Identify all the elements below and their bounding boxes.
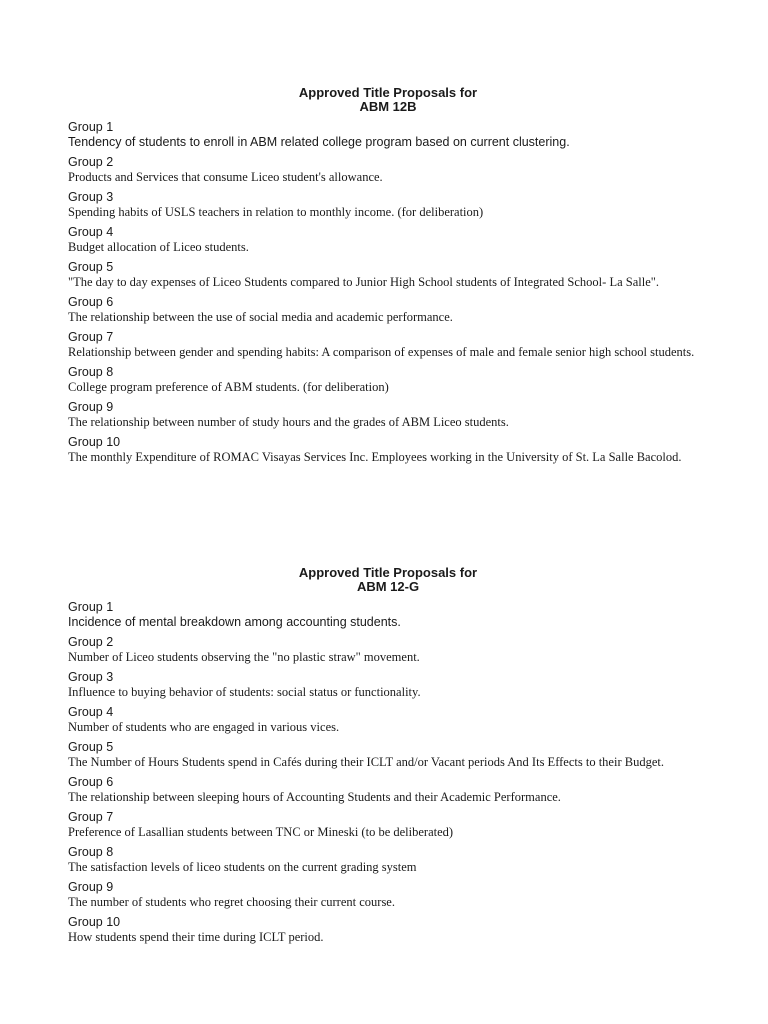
group-entry [68, 775, 708, 805]
group-title-text: Number of students who are engaged in various vices. [68, 720, 340, 734]
group-entry [68, 880, 708, 910]
group-label: Group 9 [68, 400, 114, 414]
group-entry [68, 635, 708, 665]
group-entry [68, 740, 708, 770]
group-title-text: The monthly Expenditure of ROMAC Visayas Services Inc. Employees working in the University of St. La Salle Bacolod. [68, 450, 682, 464]
group-label: Group 1 [68, 120, 114, 134]
group-label: Group 10 [68, 915, 121, 929]
group-entry [68, 600, 708, 630]
group-title-text: The relationship between number of study hours and the grades of ABM Liceo students. [68, 415, 509, 429]
group-entry [68, 225, 708, 255]
section-title-line-1: Approved Title Proposals for [298, 565, 478, 580]
section-title [68, 86, 708, 114]
group-title-text: The Number of Hours Students spend in Cafés during their ICLT and/or Vacant periods And Its Effects to their Budget. [68, 755, 664, 769]
group-title-text: How students spend their time during ICLT period. [68, 930, 324, 944]
group-entry [68, 155, 708, 185]
group-entry [68, 190, 708, 220]
group-entry [68, 260, 708, 290]
group-entry [68, 705, 708, 735]
group-label: Group 4 [68, 705, 114, 719]
section-title-line-2: ABM 12B [359, 99, 417, 114]
group-label: Group 3 [68, 190, 114, 204]
group-entry [68, 295, 708, 325]
group-label: Group 6 [68, 775, 114, 789]
group-title-text: The relationship between sleeping hours of Accounting Students and their Academic Performance. [68, 790, 561, 804]
section-abm-12b [68, 86, 708, 470]
group-title-text: College program preference of ABM students. (for deliberation) [68, 380, 389, 394]
section-title-line-2: ABM 12-G [356, 579, 420, 594]
group-label: Group 5 [68, 260, 114, 274]
group-label: Group 3 [68, 670, 114, 684]
group-label: Group 4 [68, 225, 114, 239]
section-title-line-1: Approved Title Proposals for [298, 85, 478, 100]
group-title-text: The relationship between the use of social media and academic performance. [68, 310, 453, 324]
group-title-text: Products and Services that consume Liceo student's allowance. [68, 170, 383, 184]
group-title-text: Relationship between gender and spending habits: A comparison of expenses of male and female senior high school students. [68, 345, 695, 359]
group-label: Group 6 [68, 295, 114, 309]
group-label: Group 8 [68, 365, 114, 379]
section-title [68, 566, 708, 594]
group-entry [68, 915, 708, 945]
group-title-text: Incidence of mental breakdown among accounting students. [68, 615, 401, 629]
group-entry [68, 670, 708, 700]
group-title-text: The satisfaction levels of liceo students on the current grading system [68, 860, 417, 874]
group-label: Group 7 [68, 330, 114, 344]
group-entry [68, 435, 708, 465]
group-title-text: Tendency of students to enroll in ABM related college program based on current clustering. [68, 135, 570, 149]
group-entry [68, 120, 708, 150]
group-label: Group 5 [68, 740, 114, 754]
group-title-text: Budget allocation of Liceo students. [68, 240, 249, 254]
group-entry [68, 365, 708, 395]
group-entry [68, 330, 708, 360]
group-title-text: "The day to day expenses of Liceo Students compared to Junior High School students of Integrated School- La Salle". [68, 275, 659, 289]
group-entry [68, 810, 708, 840]
group-label: Group 2 [68, 155, 114, 169]
section-abm-12-g [68, 566, 708, 950]
group-entry [68, 400, 708, 430]
group-title-text: The number of students who regret choosing their current course. [68, 895, 395, 909]
group-label: Group 1 [68, 600, 114, 614]
group-label: Group 10 [68, 435, 121, 449]
group-label: Group 8 [68, 845, 114, 859]
group-label: Group 2 [68, 635, 114, 649]
group-label: Group 7 [68, 810, 114, 824]
group-title-text: Number of Liceo students observing the "no plastic straw" movement. [68, 650, 420, 664]
group-entry [68, 845, 708, 875]
group-title-text: Preference of Lasallian students between TNC or Mineski (to be deliberated) [68, 825, 454, 839]
group-label: Group 9 [68, 880, 114, 894]
group-title-text: Spending habits of USLS teachers in relation to monthly income. (for deliberation) [68, 205, 484, 219]
group-title-text: Influence to buying behavior of students: social status or functionality. [68, 685, 421, 699]
